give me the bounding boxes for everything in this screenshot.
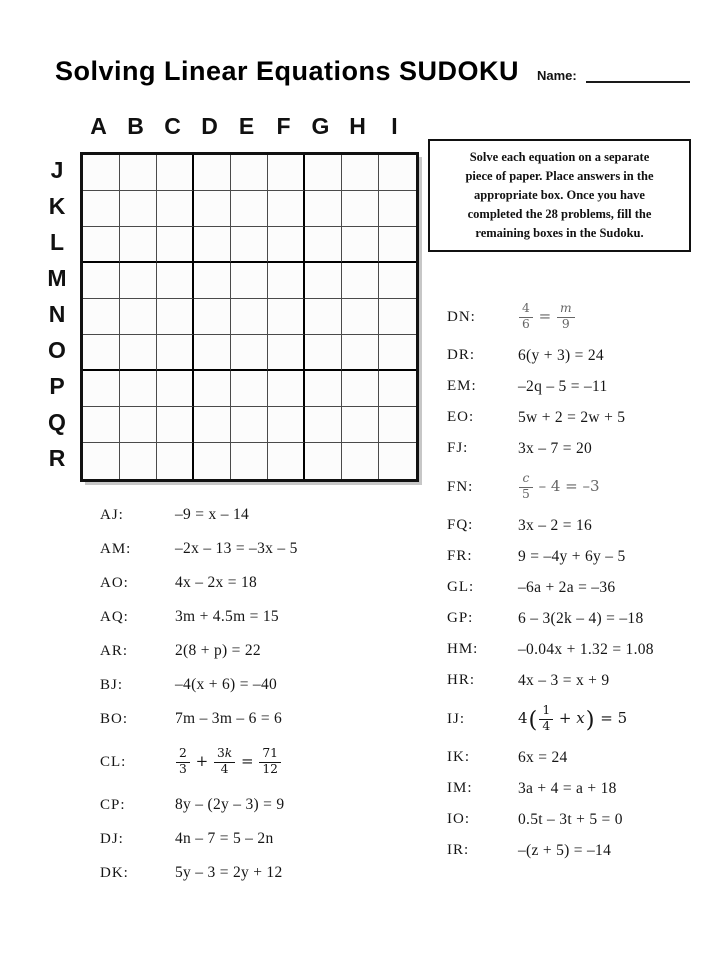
sudoku-cell[interactable] [305, 191, 342, 227]
equation-row [447, 804, 654, 835]
grid-row-label: N [48, 301, 66, 327]
equation-row [100, 736, 298, 788]
sudoku-cell[interactable] [342, 299, 379, 335]
equation-expression [518, 409, 625, 427]
sudoku-cell[interactable] [194, 335, 231, 371]
sudoku-cell[interactable] [305, 335, 342, 371]
equation-label: FN: [447, 478, 474, 495]
equation-row [447, 340, 654, 371]
sudoku-cell[interactable] [194, 227, 231, 263]
sudoku-cell[interactable] [379, 371, 416, 407]
sudoku-cell[interactable] [194, 191, 231, 227]
grid-column-label: E [238, 113, 255, 139]
equation-label: FR: [447, 548, 473, 564]
sudoku-cell[interactable] [342, 191, 379, 227]
equation-text: 5y – 3 = 2y + 12 [175, 864, 283, 881]
equation-label: AO: [100, 574, 129, 591]
sudoku-cell[interactable] [120, 155, 157, 191]
equation-label: IR: [447, 842, 470, 858]
equation-label: BO: [100, 710, 129, 727]
grid-row-label: R [48, 445, 66, 471]
equation-row [447, 541, 654, 572]
sudoku-cell[interactable] [268, 335, 305, 371]
sudoku-cell[interactable] [231, 227, 268, 263]
sudoku-cell[interactable] [268, 407, 305, 443]
equation-text: 8y – (2y – 3) = 9 [175, 796, 285, 813]
sudoku-cell[interactable] [120, 227, 157, 263]
grid-column-label: D [201, 113, 218, 139]
sudoku-cell[interactable] [194, 407, 231, 443]
sudoku-cell[interactable] [194, 443, 231, 479]
equation-expression [518, 378, 608, 396]
equation-text: 9 = –4y + 6y – 5 [518, 547, 626, 565]
equation-text: 2(8 + p) = 22 [175, 642, 261, 659]
equation-expression [175, 830, 274, 848]
sudoku-cell[interactable] [231, 335, 268, 371]
equation-text: –6a + 2a = –36 [518, 578, 616, 596]
sudoku-cell[interactable] [231, 443, 268, 479]
sudoku-cell[interactable] [305, 155, 342, 191]
sudoku-cell[interactable] [305, 227, 342, 263]
equation-text: 3x – 7 = 20 [518, 439, 593, 457]
equation-label: IO: [447, 811, 470, 827]
sudoku-cell[interactable] [83, 263, 120, 299]
equation-expression [518, 548, 626, 566]
sudoku-cell[interactable] [305, 263, 342, 299]
grid-row-label: L [49, 229, 65, 255]
sudoku-cell[interactable] [157, 155, 194, 191]
equation-text: 3x – 2 = 16 [518, 516, 593, 534]
fraction: $\frac{4}{6}$ [519, 302, 533, 331]
equation-text: – 4 = –3 [533, 477, 600, 496]
sudoku-cell[interactable] [342, 407, 379, 443]
name-blank-line[interactable] [586, 69, 690, 83]
equation-expression [175, 864, 283, 882]
equation-label: DK: [100, 864, 129, 881]
equation-expression [518, 610, 644, 628]
equation-row [100, 788, 298, 822]
sudoku-cell[interactable] [231, 155, 268, 191]
instruction-line: completed the 28 problems, fill the [467, 207, 652, 221]
equation-row [100, 498, 298, 532]
fraction: $\frac{1}{4}$ [539, 704, 553, 733]
equation-label: CP: [100, 796, 126, 813]
sudoku-cell[interactable] [83, 155, 120, 191]
equation-row [447, 634, 654, 665]
equation-expression [518, 704, 627, 733]
sudoku-cell[interactable] [231, 371, 268, 407]
sudoku-cell[interactable] [120, 299, 157, 335]
instruction-line: Solve each equation on a separate [469, 150, 650, 164]
equation-text: 6 – 3(2k – 4) = –18 [518, 609, 644, 627]
sudoku-cell[interactable] [157, 407, 194, 443]
equation-text: = [533, 307, 556, 326]
equation-text: + [190, 752, 213, 771]
sudoku-cell[interactable] [120, 335, 157, 371]
grid-row-label: J [50, 157, 64, 183]
grid-row-label: K [48, 193, 66, 219]
equation-row [100, 822, 298, 856]
equation-text: 6(y + 3) = 24 [518, 346, 604, 364]
grid-column-label: H [349, 113, 366, 139]
fraction: $\frac{3k}{4}$ [214, 747, 235, 776]
equation-label: IJ: [447, 710, 465, 727]
equation-row [100, 532, 298, 566]
equation-expression [175, 642, 261, 660]
sudoku-cell[interactable] [379, 227, 416, 263]
sudoku-cell[interactable] [194, 155, 231, 191]
equation-row [447, 835, 654, 866]
equation-expression [518, 842, 611, 860]
equation-text: –0.04x + 1.32 = 1.08 [518, 640, 654, 658]
sudoku-cell[interactable] [83, 227, 120, 263]
equation-label: IK: [447, 749, 470, 765]
equation-text: 0.5t – 3t + 5 = 0 [518, 810, 623, 828]
equation-row [447, 402, 654, 433]
equation-label: AJ: [100, 506, 124, 523]
sudoku-cell[interactable] [231, 407, 268, 443]
sudoku-cell[interactable] [157, 299, 194, 335]
instructions-box [428, 139, 691, 252]
equation-row [447, 572, 654, 603]
equation-row [100, 668, 298, 702]
equation-expression [175, 540, 298, 558]
sudoku-cell[interactable] [194, 371, 231, 407]
sudoku-cell[interactable] [268, 299, 305, 335]
sudoku-cell[interactable] [194, 299, 231, 335]
equation-expression [518, 780, 617, 798]
fraction: $\frac{2}{3}$ [176, 747, 190, 776]
big-paren: ( [528, 706, 538, 733]
grid-column-label: A [90, 113, 107, 139]
sudoku-cell[interactable] [305, 371, 342, 407]
sudoku-cell[interactable] [379, 443, 416, 479]
sudoku-grid [80, 152, 419, 482]
equation-label: FQ: [447, 517, 474, 533]
equation-text: –2x – 13 = –3x – 5 [175, 540, 298, 557]
equation-row [447, 464, 654, 510]
equation-expression [518, 749, 568, 767]
equation-expression [175, 796, 284, 814]
equation-expression [518, 641, 654, 659]
sudoku-cell[interactable] [157, 263, 194, 299]
grid-row-label: M [47, 265, 67, 291]
equation-row [447, 665, 654, 696]
page-title: Solving Linear Equations SUDOKU [55, 56, 520, 86]
sudoku-cell[interactable] [231, 299, 268, 335]
fraction: $\frac{m}{9}$ [557, 302, 575, 331]
sudoku-cell[interactable] [157, 335, 194, 371]
equation-label: DJ: [100, 830, 124, 847]
equation-text: 3m + 4.5m = 15 [175, 608, 279, 625]
sudoku-cell[interactable] [342, 371, 379, 407]
sudoku-cell[interactable] [379, 335, 416, 371]
equation-row [447, 510, 654, 541]
sudoku-cell[interactable] [157, 371, 194, 407]
name-label: Name: [537, 68, 577, 83]
equation-label: EM: [447, 378, 477, 394]
equation-text: 3a + 4 = a + 18 [518, 779, 617, 797]
sudoku-cell[interactable] [83, 335, 120, 371]
sudoku-cell[interactable] [342, 227, 379, 263]
equation-text: –4(x + 6) = –40 [175, 676, 278, 693]
sudoku-cell[interactable] [379, 299, 416, 335]
grid-row-labels [42, 152, 72, 476]
equation-expression [175, 574, 257, 592]
grid-row-label: Q [48, 409, 66, 435]
equation-text: 4x – 2x = 18 [175, 574, 258, 591]
sudoku-cell[interactable] [268, 263, 305, 299]
equation-expression [175, 710, 282, 728]
grid-column-label: G [311, 113, 330, 139]
equation-expression [518, 440, 592, 458]
sudoku-cell[interactable] [231, 263, 268, 299]
equation-label: HR: [447, 672, 476, 688]
equation-text: 4n – 7 = 5 – 2n [175, 830, 274, 847]
equation-expression [175, 608, 279, 626]
sudoku-cell[interactable] [305, 443, 342, 479]
equation-row [447, 603, 654, 634]
big-paren: ) [585, 706, 595, 733]
sudoku-cell[interactable] [194, 263, 231, 299]
equation-text: = 5 [595, 709, 628, 728]
grid-column-label: I [391, 113, 398, 139]
fraction: $\frac{71}{12}$ [259, 747, 281, 776]
instruction-line: piece of paper. Place answers in the [465, 169, 654, 183]
equation-row [100, 600, 298, 634]
sudoku-cell[interactable] [120, 407, 157, 443]
equation-label: DN: [447, 308, 476, 325]
equation-expression [518, 302, 576, 331]
equation-row [447, 773, 654, 804]
equation-row [447, 696, 654, 742]
sudoku-cell[interactable] [157, 191, 194, 227]
grid-row-label: P [49, 373, 65, 399]
equations-right-column [447, 294, 654, 866]
sudoku-cell[interactable] [342, 263, 379, 299]
equation-text: 4x – 3 = x + 9 [518, 671, 610, 689]
equation-label: AM: [100, 540, 132, 557]
equation-expression [518, 672, 609, 690]
fraction: $\frac{c}{5}$ [519, 472, 533, 501]
equation-label: GL: [447, 579, 475, 595]
sudoku-cell[interactable] [268, 227, 305, 263]
sudoku-cell[interactable] [342, 335, 379, 371]
grid-column-headers [80, 108, 413, 144]
equation-label: DR: [447, 347, 476, 363]
sudoku-cell[interactable] [120, 263, 157, 299]
equation-text: 5w + 2 = 2w + 5 [518, 408, 626, 426]
equation-expression [518, 579, 615, 597]
sudoku-cell[interactable] [157, 227, 194, 263]
equation-text: 7m – 3m – 6 = 6 [175, 710, 283, 727]
equation-text: –(z + 5) = –14 [518, 841, 612, 859]
equation-label: GP: [447, 610, 474, 626]
equation-label: CL: [100, 753, 127, 770]
name-field [537, 68, 690, 83]
equation-text: –2q – 5 = –11 [518, 377, 608, 395]
equation-label: FJ: [447, 440, 469, 456]
sudoku-cell[interactable] [305, 407, 342, 443]
grid-column-label: B [127, 113, 144, 139]
sudoku-cell[interactable] [379, 263, 416, 299]
equation-label: EO: [447, 409, 475, 425]
instruction-line: appropriate box. Once you have [474, 188, 645, 202]
sudoku-cell[interactable] [268, 155, 305, 191]
equation-text: 6x = 24 [518, 748, 568, 766]
sudoku-cell[interactable] [268, 443, 305, 479]
sudoku-cell[interactable] [120, 191, 157, 227]
equation-text: + x [554, 709, 585, 728]
equation-label: IM: [447, 780, 473, 796]
equation-expression [175, 676, 277, 694]
equation-row [100, 634, 298, 668]
sudoku-cell[interactable] [342, 155, 379, 191]
grid-row-label: O [48, 337, 66, 363]
sudoku-cell[interactable] [231, 191, 268, 227]
sudoku-cell[interactable] [379, 155, 416, 191]
equations-left-column [100, 498, 298, 890]
sudoku-cell[interactable] [83, 299, 120, 335]
equation-label: AR: [100, 642, 129, 659]
equation-label: HM: [447, 641, 479, 657]
equation-expression [175, 506, 249, 524]
sudoku-cell[interactable] [83, 407, 120, 443]
grid-column-label: C [164, 113, 181, 139]
equation-expression [518, 811, 623, 829]
sudoku-cell[interactable] [83, 443, 120, 479]
sudoku-cell[interactable] [157, 443, 194, 479]
equation-label: BJ: [100, 676, 124, 693]
equation-row [100, 856, 298, 890]
sudoku-cell[interactable] [268, 371, 305, 407]
equation-row [100, 566, 298, 600]
sudoku-cell[interactable] [379, 407, 416, 443]
sudoku-cell[interactable] [120, 371, 157, 407]
equation-expression [518, 517, 592, 535]
equation-row [447, 742, 654, 773]
sudoku-cell[interactable] [120, 443, 157, 479]
equation-expression [518, 347, 604, 365]
sudoku-cell[interactable] [342, 443, 379, 479]
grid-column-label: F [276, 113, 291, 139]
equation-row [447, 433, 654, 464]
equation-row [447, 294, 654, 340]
sudoku-cell[interactable] [83, 371, 120, 407]
sudoku-cell[interactable] [305, 299, 342, 335]
instruction-line: remaining boxes in the Sudoku. [475, 226, 644, 240]
equation-expression [518, 472, 600, 501]
equation-text: –9 = x – 14 [175, 506, 250, 523]
equation-row [100, 702, 298, 736]
equation-text: 4 [518, 709, 528, 728]
equation-expression [175, 747, 282, 776]
equation-row [447, 371, 654, 402]
equation-label: AQ: [100, 608, 129, 625]
equation-text: = [236, 752, 259, 771]
sudoku-cell[interactable] [83, 191, 120, 227]
sudoku-cell[interactable] [268, 191, 305, 227]
sudoku-cell[interactable] [379, 191, 416, 227]
